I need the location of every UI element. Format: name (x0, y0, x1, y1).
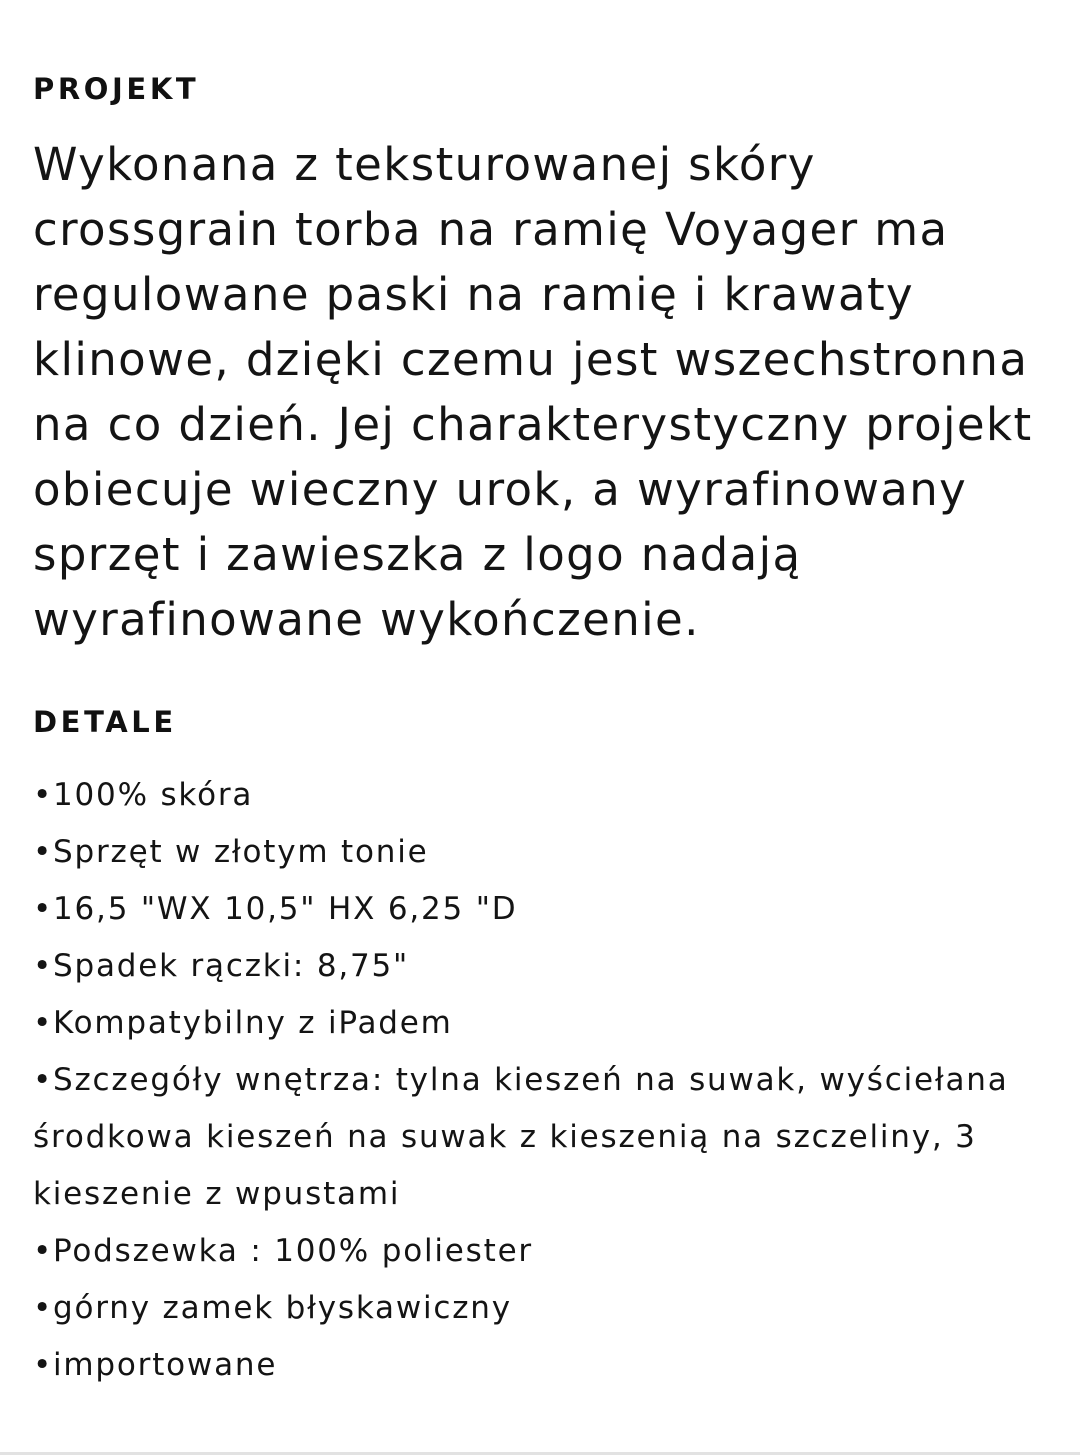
list-item-text: Kompatybilny z iPadem (53, 1005, 453, 1041)
list-item-text: 100% skóra (53, 777, 254, 813)
list-item (33, 1280, 1053, 1337)
bullet-icon: • (33, 948, 54, 984)
list-item (33, 1223, 1053, 1280)
list-item-text: importowane (53, 1347, 278, 1383)
list-item (33, 1337, 1053, 1394)
list-item (33, 938, 1053, 995)
details-list (33, 767, 1053, 1394)
bullet-icon: • (33, 1233, 54, 1269)
project-description: Wykonana z teksturowanej skóry crossgrain torba na ramię Voyager ma regulowane paski na ramię i krawaty klinowe, dzięki czemu jest wszechstronna na co dzień. Jej charakterystyczny projekt obiecuje wieczny urok, a wyrafinowany sprzęt i zawieszka z logo nadają wyrafinowane wykończenie. (33, 138, 1033, 646)
bullet-icon: • (33, 834, 54, 870)
list-item-text: Podszewka : 100% poliester (53, 1233, 533, 1269)
list-item-text: Szczegóły wnętrza: tylna kieszeń na suwak, wyściełana środkowa kieszeń na suwak z kieszenią na szczeliny, 3 kieszenie z wpustami (33, 1062, 1009, 1212)
list-item (33, 824, 1053, 881)
bullet-icon: • (33, 777, 54, 813)
list-item (33, 767, 1053, 824)
list-item-text: 16,5 "WX 10,5" HX 6,25 "D (53, 891, 518, 927)
bullet-icon: • (33, 1347, 54, 1383)
section-heading-details: DETALE (33, 705, 177, 739)
section-heading-project: PROJEKT (33, 72, 200, 106)
bullet-icon: • (33, 891, 54, 927)
list-item (33, 995, 1053, 1052)
list-item-text: Sprzęt w złotym tonie (53, 834, 429, 870)
bullet-icon: • (33, 1005, 54, 1041)
list-item-text: górny zamek błyskawiczny (53, 1290, 512, 1326)
list-item-text: Spadek rączki: 8,75" (53, 948, 410, 984)
list-item (33, 881, 1053, 938)
list-item (33, 1052, 1053, 1223)
bullet-icon: • (33, 1290, 54, 1326)
bullet-icon: • (33, 1062, 54, 1098)
